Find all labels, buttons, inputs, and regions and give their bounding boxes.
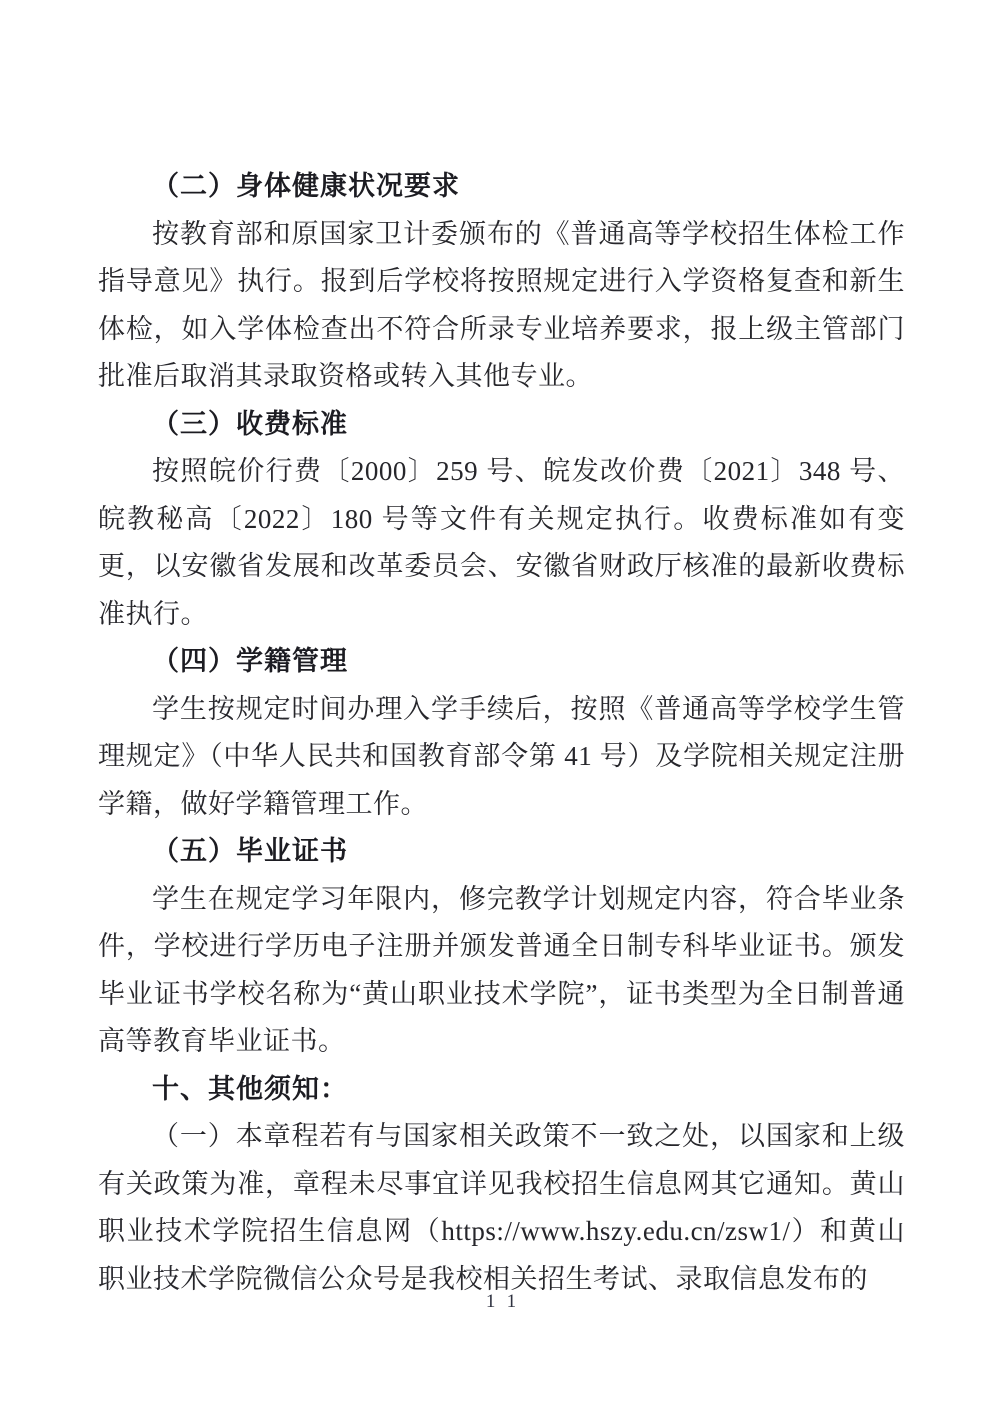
section-heading: （五）毕业证书 [152, 836, 348, 866]
section-heading: （二）身体健康状况要求 [152, 171, 460, 201]
section-paragraph: 学生在规定学习年限内，修完教学计划规定内容，符合毕业条件，学校进行学历电子注册并颁发普通全日制专科毕业证书。颁发毕业证书学校名称为“黄山职业技术学院”，证书类型为全日制普通高等教育毕业证书。 [98, 883, 905, 1056]
section-heading: 十、其他须知： [152, 1073, 348, 1104]
document-content [98, 163, 905, 1303]
page-number: 11 [485, 1291, 529, 1312]
section-paragraph: 按照皖价行费〔2000〕259 号、皖发改价费〔2021〕348 号、皖教秘高〔2022〕180 号等文件有关规定执行。收费标准如有变更，以安徽省发展和改革委员会、安徽省财政厅核准的最新收费标准执行。 [98, 456, 905, 629]
section-paragraph: 按教育部和原国家卫计委颁布的《普通高等学校招生体检工作指导意见》执行。报到后学校将按照规定进行入学资格复查和新生体检，如入学体检查出不符合所录专业培养要求，报上级主管部门批准后取消其录取资格或转入其他专业。 [98, 218, 905, 391]
section-heading: （四）学籍管理 [152, 646, 348, 676]
section-paragraph: 学生按规定时间办理入学手续后，按照《普通高等学校学生管理规定》（中华人民共和国教育部令第 41 号）及学院相关规定注册学籍，做好学籍管理工作。 [98, 693, 905, 819]
section-paragraph: （一）本章程若有与国家相关政策不一致之处，以国家和上级有关政策为准，章程未尽事宜详见我校招生信息网其它通知。黄山职业技术学院招生信息网（https://www.hszy.edu.cn/zsw1/）和黄山职业技术学院微信公众号是我校相关招生考试、录取信息发布的 [98, 1121, 905, 1294]
section-heading: （三）收费标准 [152, 408, 348, 439]
